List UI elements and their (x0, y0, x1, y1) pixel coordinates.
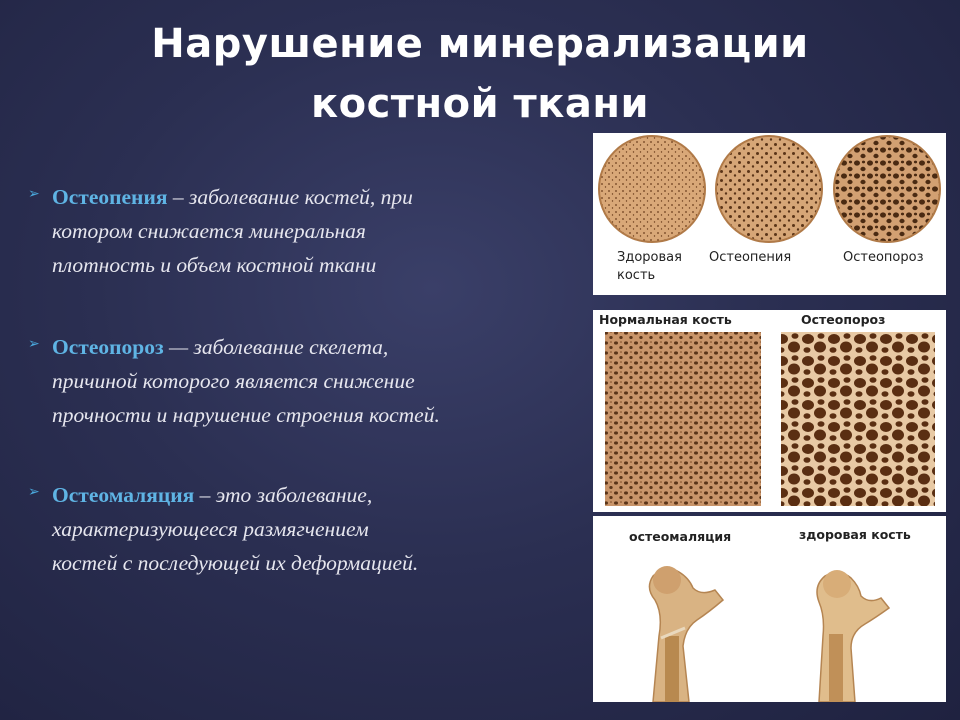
bullet-arrow-icon: ➢ (28, 186, 40, 202)
bullet-line-2: котором снижается минеральная (52, 219, 366, 243)
femur-comparison-image (593, 516, 946, 702)
bullet-term: Остеомаляция (52, 483, 195, 507)
bullet-text (52, 478, 418, 580)
title-line-1: Нарушение минерализации (151, 21, 809, 67)
bullet-osteomalacia (28, 478, 418, 580)
bullet-line-2: причиной которого является снижение (52, 369, 415, 393)
label-healthy: Здоровая (617, 250, 682, 265)
bullet-line-1: – заболевание костей, при (167, 185, 413, 209)
bullet-term: Остеопения (52, 185, 168, 209)
title-line-2: костной ткани (310, 81, 650, 127)
healthy-femur (817, 570, 889, 702)
label-normal-bone: Нормальная кость (599, 312, 732, 327)
bone-microstructure-image (593, 310, 946, 512)
label-healthy-bone: здоровая кость (799, 527, 911, 542)
femur-illustration (593, 516, 946, 702)
bone-density-circles-image (593, 133, 946, 295)
label-osteoporosis: Остеопороз (843, 250, 924, 265)
bullet-line-3: прочности и нарушение строения костей. (52, 403, 440, 427)
bullet-term: Остеопороз (52, 335, 164, 359)
bullet-text (52, 330, 440, 432)
bullet-arrow-icon: ➢ (28, 484, 40, 500)
slide-title (0, 14, 960, 134)
bullet-line-3: костей с последующей их деформацией. (52, 551, 419, 575)
label-osteomalacia: остеомаляция (629, 529, 732, 544)
bullet-line-2: характеризующееся размягчением (52, 517, 369, 541)
label-bone: кость (617, 268, 656, 283)
bullet-osteoporosis (28, 330, 440, 432)
bullet-text (52, 180, 413, 282)
bullet-arrow-icon: ➢ (28, 336, 40, 352)
osteomalacia-femur (649, 566, 723, 702)
bullet-line-1: – это заболевание, (194, 483, 373, 507)
microstructure-illustration (593, 310, 946, 512)
bullet-line-1: — заболевание скелета, (163, 335, 389, 359)
label-osteopenia: Остеопения (709, 250, 792, 265)
label-osteoporosis: Остеопороз (801, 312, 886, 327)
bullet-osteopenia (28, 180, 413, 282)
bullet-line-3: плотность и объем костной ткани (52, 253, 377, 277)
